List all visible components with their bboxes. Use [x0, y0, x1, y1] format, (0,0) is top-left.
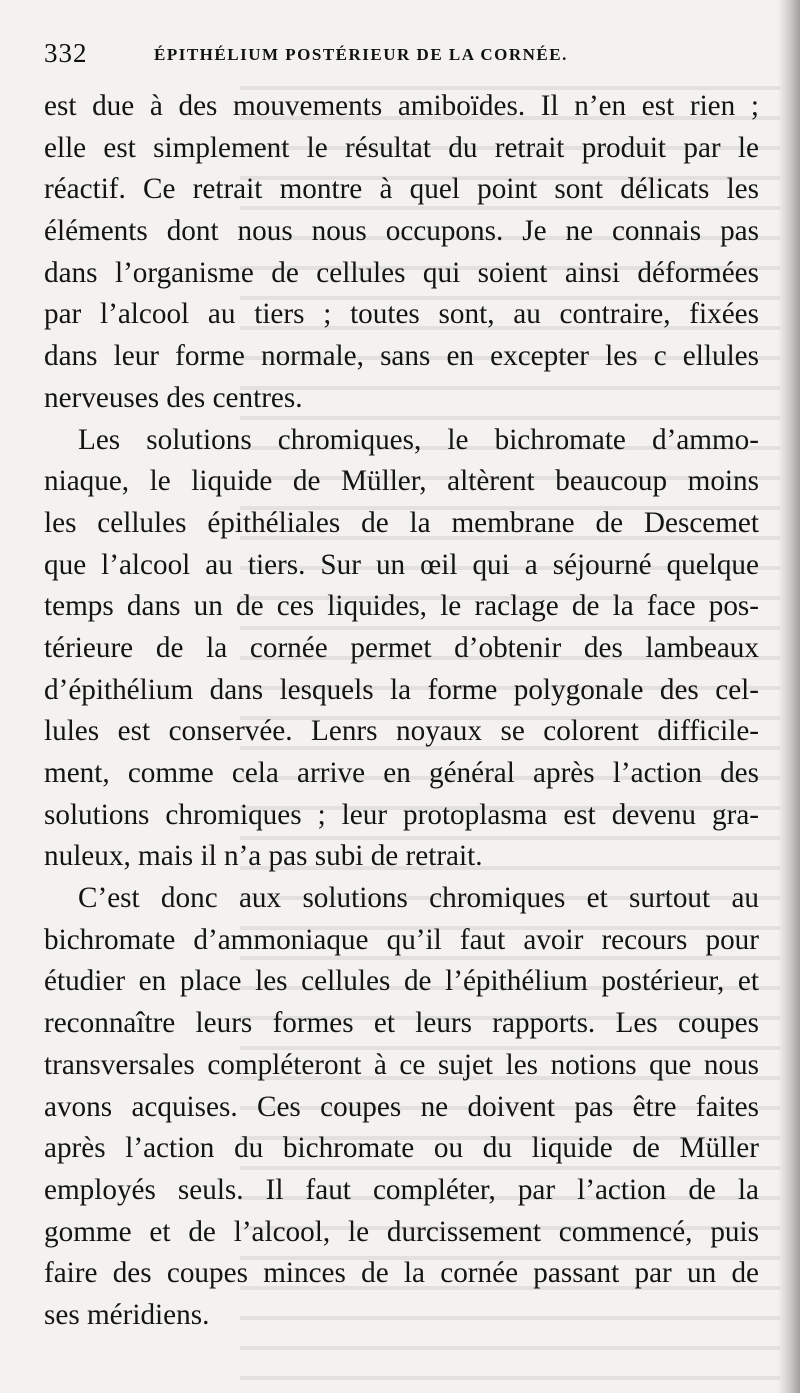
text-line: térieure de la cornée permet d’obtenir des lambeaux [44, 631, 759, 664]
text-line: dans l’organisme de cellules qui soient ainsi déformées [44, 256, 759, 289]
text-line: employés seuls. Il faut compléter, par l’action de la [44, 1173, 759, 1206]
page-edge-shadow [778, 0, 800, 1393]
running-head: ÉPITHÉLIUM POSTÉRIEUR DE LA CORNÉE. [154, 45, 568, 64]
text-line: dans leur forme normale, sans en excepter les c ellules [44, 340, 759, 373]
text-line: les cellules épithéliales de la membrane de Descemet [44, 506, 759, 539]
text-line: ses méridiens. [44, 1298, 210, 1331]
text-line: étudier en place les cellules de l’épithélium postérieur, et [44, 965, 759, 998]
page-number: 332 [44, 38, 88, 68]
paragraph-start-line: Les solutions chromiques, le bichromate d’ammo- [78, 423, 759, 456]
text-line: reconnaître leurs formes et leurs rapports. Les coupes [44, 1007, 759, 1040]
text-line: d’épithélium dans lesquels la forme polygonale des cel- [44, 673, 759, 706]
text-line: nerveuses des centres. [44, 381, 303, 414]
text-line: avons acquises. Ces coupes ne doivent pas être faites [44, 1090, 759, 1123]
text-line: faire des coupes minces de la cornée passant par un de [44, 1257, 759, 1290]
body-text [44, 86, 759, 1337]
text-line: solutions chromiques ; leur protoplasma est devenu gra- [44, 798, 759, 831]
text-line: après l’action du bichromate ou du liquide de Müller [44, 1132, 759, 1165]
text-line: éléments dont nous nous occupons. Je ne connais pas [44, 215, 759, 248]
text-line: réactif. Ce retrait montre à quel point sont délicats les [44, 173, 759, 206]
text-line: gomme et de l’alcool, le durcissement commencé, puis [44, 1215, 759, 1248]
paragraph-start-line: C’est donc aux solutions chromiques et surtout au [78, 882, 759, 915]
text-line: par l’alcool au tiers ; toutes sont, au contraire, fixées [44, 298, 759, 331]
text-line: nuleux, mais il n’a pas subi de retrait. [44, 840, 483, 873]
text-line: est due à des mouvements amiboïdes. Il n’en est rien ; [44, 90, 759, 122]
text-line: que l’alcool au tiers. Sur un œil qui a séjourné quelque [44, 548, 759, 581]
text-line: niaque, le liquide de Müller, altèrent beaucoup moins [44, 465, 759, 498]
page-header [44, 38, 754, 78]
text-line: temps dans un de ces liquides, le raclage de la face pos- [44, 590, 759, 623]
text-line: bichromate d’ammoniaque qu’il faut avoir recours pour [44, 923, 759, 956]
text-line: transversales compléteront à ce sujet les notions que nous [44, 1048, 759, 1081]
text-line: elle est simplement le résultat du retrait produit par le [44, 131, 759, 164]
text-line: lules est conservée. Lenrs noyaux se colorent difficile- [44, 715, 759, 748]
text-line: ment, comme cela arrive en général après l’action des [44, 757, 759, 789]
